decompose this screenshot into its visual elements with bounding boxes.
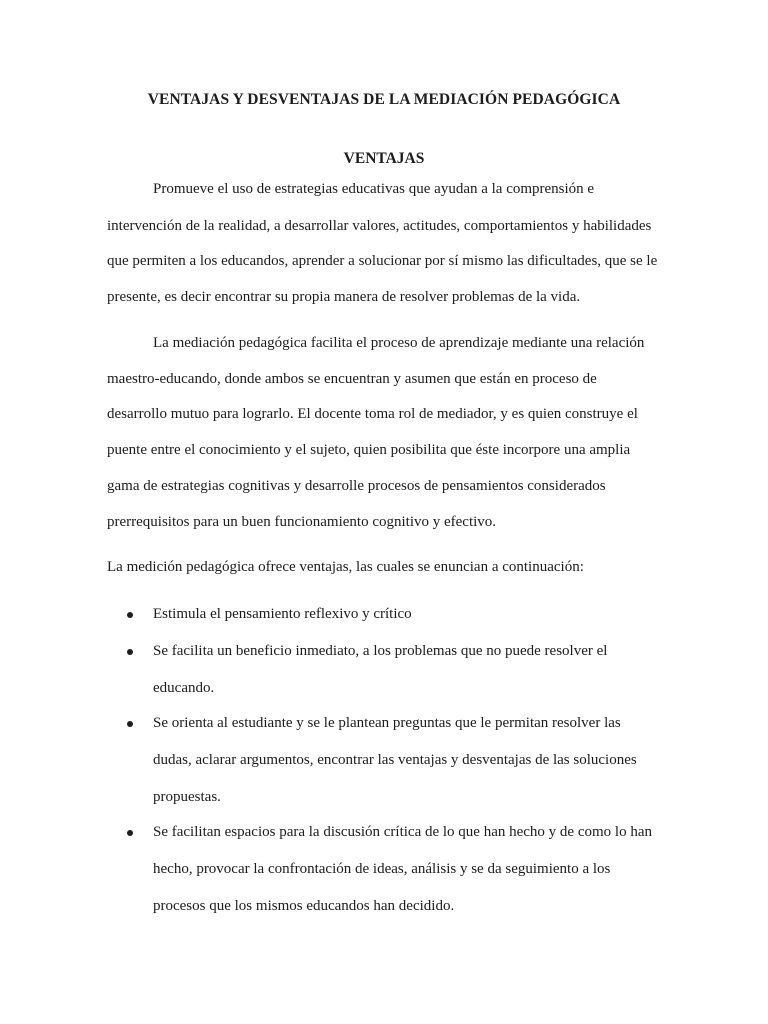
bullet-icon bbox=[127, 721, 133, 727]
section-heading: VENTAJAS bbox=[343, 150, 425, 167]
list-item-line: Estimula el pensamiento reflexivo y crítico bbox=[153, 606, 412, 622]
bullet-icon bbox=[127, 830, 133, 836]
bullet-icon bbox=[127, 612, 133, 618]
paragraph-line: presente, es decir encontrar su propia manera de resolver problemas de la vida. bbox=[107, 289, 581, 305]
list-item-line: procesos que los mismos educandos han decidido. bbox=[153, 898, 455, 914]
list-item-line: Se orienta al estudiante y se le plantean preguntas que le permitan resolver las bbox=[153, 715, 621, 731]
bullet-icon bbox=[127, 649, 133, 655]
paragraph-line: maestro-educando, donde ambos se encuentran y asumen que están en proceso de bbox=[107, 371, 597, 387]
list-item-line: dudas, aclarar argumentos, encontrar las ventajas y desventajas de las soluciones bbox=[153, 752, 637, 768]
list-item-line: educando. bbox=[153, 680, 215, 696]
paragraph-line: prerrequisitos para un buen funcionamiento cognitivo y efectivo. bbox=[107, 514, 497, 530]
paragraph-line: gama de estrategias cognitivas y desarrolle procesos de pensamientos considerados bbox=[107, 478, 606, 494]
list-item-line: hecho, provocar la confrontación de ideas, análisis y se da seguimiento a los bbox=[153, 861, 611, 877]
list-item-line: Se facilita un beneficio inmediato, a los problemas que no puede resolver el bbox=[153, 643, 608, 659]
paragraph-line: La mediación pedagógica facilita el proceso de aprendizaje mediante una relación bbox=[153, 335, 645, 351]
paragraph-line: intervención de la realidad, a desarrollar valores, actitudes, comportamientos y habilidades bbox=[107, 218, 652, 234]
paragraph-line: que permiten a los educandos, aprender a solucionar por sí mismo las dificultades, que se le bbox=[107, 253, 658, 269]
paragraph-line: puente entre el conocimiento y el sujeto, quien posibilita que éste incorpore una amplia bbox=[107, 442, 631, 458]
list-item-line: propuestas. bbox=[153, 789, 221, 805]
list-intro: La medición pedagógica ofrece ventajas, las cuales se enuncian a continuación: bbox=[107, 559, 584, 575]
list-item-line: Se facilitan espacios para la discusión crítica de lo que han hecho y de como lo han bbox=[153, 824, 652, 840]
paragraph-line: desarrollo mutuo para lograrlo. El docente toma rol de mediador, y es quien construye el bbox=[107, 406, 638, 422]
paragraph-line: Promueve el uso de estrategias educativas que ayudan a la comprensión e bbox=[153, 181, 595, 197]
document-title: VENTAJAS Y DESVENTAJAS DE LA MEDIACIÓN PEDAGÓGICA bbox=[147, 91, 621, 108]
